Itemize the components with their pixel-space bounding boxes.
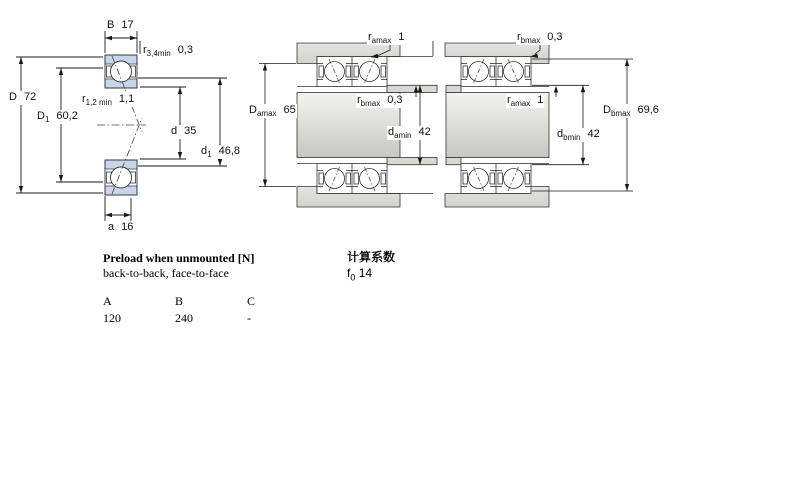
preload-value-A: 120 [103, 311, 121, 325]
label-ramax-right: $r_{amax}$ 1 [507, 94, 544, 109]
bearing-pair-top [317, 57, 387, 87]
preload-value-B: 240 [175, 311, 193, 325]
preload-col-A: A [103, 294, 112, 308]
preload-col-C: C [247, 294, 256, 308]
shaft-shoulder-top [446, 85, 461, 92]
shaft-shoulder-bottom [446, 158, 461, 165]
label-B: B 17 [106, 19, 135, 33]
arrangement-face-to-face [445, 43, 633, 207]
dimension-D1 [56, 68, 103, 182]
preload-value-C: - [247, 311, 251, 325]
ball [111, 61, 132, 82]
preload-subtitle: back-to-back, face-to-face [103, 266, 229, 280]
dimension-B [105, 31, 137, 53]
preload-title: Preload when unmounted [N] [103, 251, 255, 265]
arrangement-back-to-back [259, 41, 437, 207]
label-D: D 72 [8, 91, 37, 105]
label-rbmax-middle: $r_{bmax}$ 0,3 [357, 94, 403, 109]
bearing-pair-bottom [317, 164, 387, 194]
label-d1: $d_1$ 46,8 [201, 145, 240, 160]
leader-ramax [554, 86, 558, 97]
label-Dbmax: $D_{bmax}$ 69,6 [603, 104, 659, 119]
dimension-Damax [259, 64, 296, 187]
dimension-damin [418, 85, 422, 164]
label-ramax-middle: $r_{amax}$ 1 [368, 31, 405, 46]
bearing-section-top [105, 55, 137, 88]
dimension-a [105, 196, 131, 221]
label-Damax: $D_{amax}$ 65 [249, 104, 296, 119]
shaft-shoulder-top [387, 85, 437, 92]
ball [111, 167, 132, 188]
label-r34min: $r_{3,4min}$ 0,3 [143, 44, 193, 59]
bearing-section-bottom [105, 160, 137, 195]
bearing-pair-top [461, 57, 531, 87]
label-a: a 16 [107, 221, 134, 235]
shaft-shoulder-bottom [387, 158, 437, 165]
dimension-d [140, 87, 186, 159]
label-damin: $d_{amin}$ 42 [388, 126, 431, 141]
preload-col-B: B [175, 294, 184, 308]
label-rbmax-right: $r_{bmax}$ 0,3 [517, 31, 563, 46]
label-d: d 35 [170, 125, 197, 139]
dimension-D [16, 57, 103, 193]
calc-factors-title: 计算系数 [347, 250, 396, 264]
label-dbmin: $d_{bmin}$ 42 [557, 128, 600, 143]
bearing-pair-bottom [461, 164, 531, 194]
calc-f0-value: $f_0$ 14 [347, 266, 373, 283]
label-D1: $D_1$ 60,2 [37, 110, 78, 125]
label-r12min: $r_{1,2 min}$ 1,1 [82, 93, 135, 108]
